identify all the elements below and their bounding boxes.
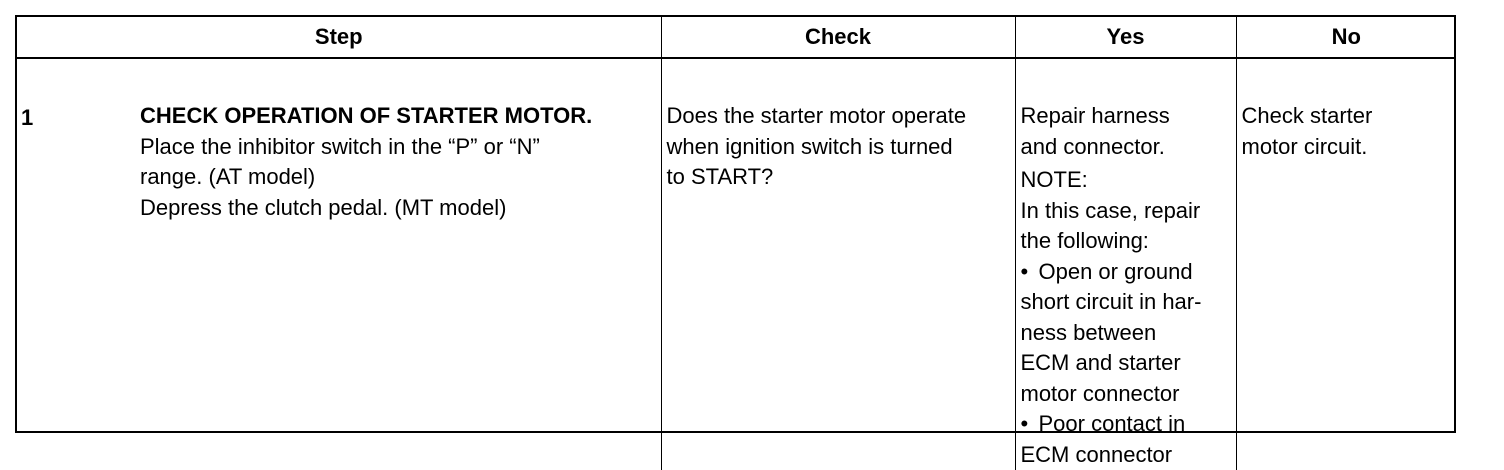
bullet-icon: •: [1021, 257, 1039, 288]
header-check: Check: [661, 17, 1015, 58]
step-instruction: Depress the clutch pedal. (MT model): [140, 193, 661, 224]
check-text: to START?: [667, 162, 1009, 193]
step-instruction: range. (AT model): [140, 162, 661, 193]
header-row: [17, 17, 1456, 58]
bullet-text: short circuit in har-: [1021, 287, 1232, 318]
yes-text: Repair harness: [1021, 101, 1232, 132]
note-bullet-item: [1021, 409, 1232, 440]
bullet-text: ECM and starter: [1021, 348, 1232, 379]
bullet-text: Poor contact in: [1039, 411, 1186, 436]
no-text: motor circuit.: [1242, 132, 1451, 163]
note-bullet-item: [1021, 257, 1232, 288]
diagnostic-table-container: [15, 15, 1456, 433]
step-instruction: Place the inhibitor switch in the “P” or “N”: [140, 132, 661, 163]
yes-text: and connector.: [1021, 132, 1232, 163]
step-cell: [17, 58, 661, 470]
note-text: In this case, repair: [1021, 196, 1232, 227]
step-body: [17, 59, 661, 223]
step-number: 1: [21, 103, 33, 134]
note-text: the following:: [1021, 226, 1232, 257]
check-cell: [661, 58, 1015, 470]
bullet-text: Open or ground: [1039, 259, 1193, 284]
step-title: CHECK OPERATION OF STARTER MOTOR.: [140, 101, 661, 132]
bullet-icon: •: [1021, 409, 1039, 440]
no-cell: [1236, 58, 1456, 470]
header-yes: Yes: [1015, 17, 1236, 58]
note-label: NOTE:: [1021, 165, 1232, 196]
no-text: Check starter: [1242, 101, 1451, 132]
check-text: when ignition switch is turned: [667, 132, 1009, 163]
check-text: Does the starter motor operate: [667, 101, 1009, 132]
yes-cell: [1015, 58, 1236, 470]
bullet-text: ECM connector: [1021, 440, 1232, 470]
diagnostic-table: [17, 17, 1456, 470]
bullet-text: motor connector: [1021, 379, 1232, 410]
bullet-text: ness between: [1021, 318, 1232, 349]
table-row: [17, 58, 1456, 470]
header-step: Step: [17, 17, 661, 58]
header-no: No: [1236, 17, 1456, 58]
